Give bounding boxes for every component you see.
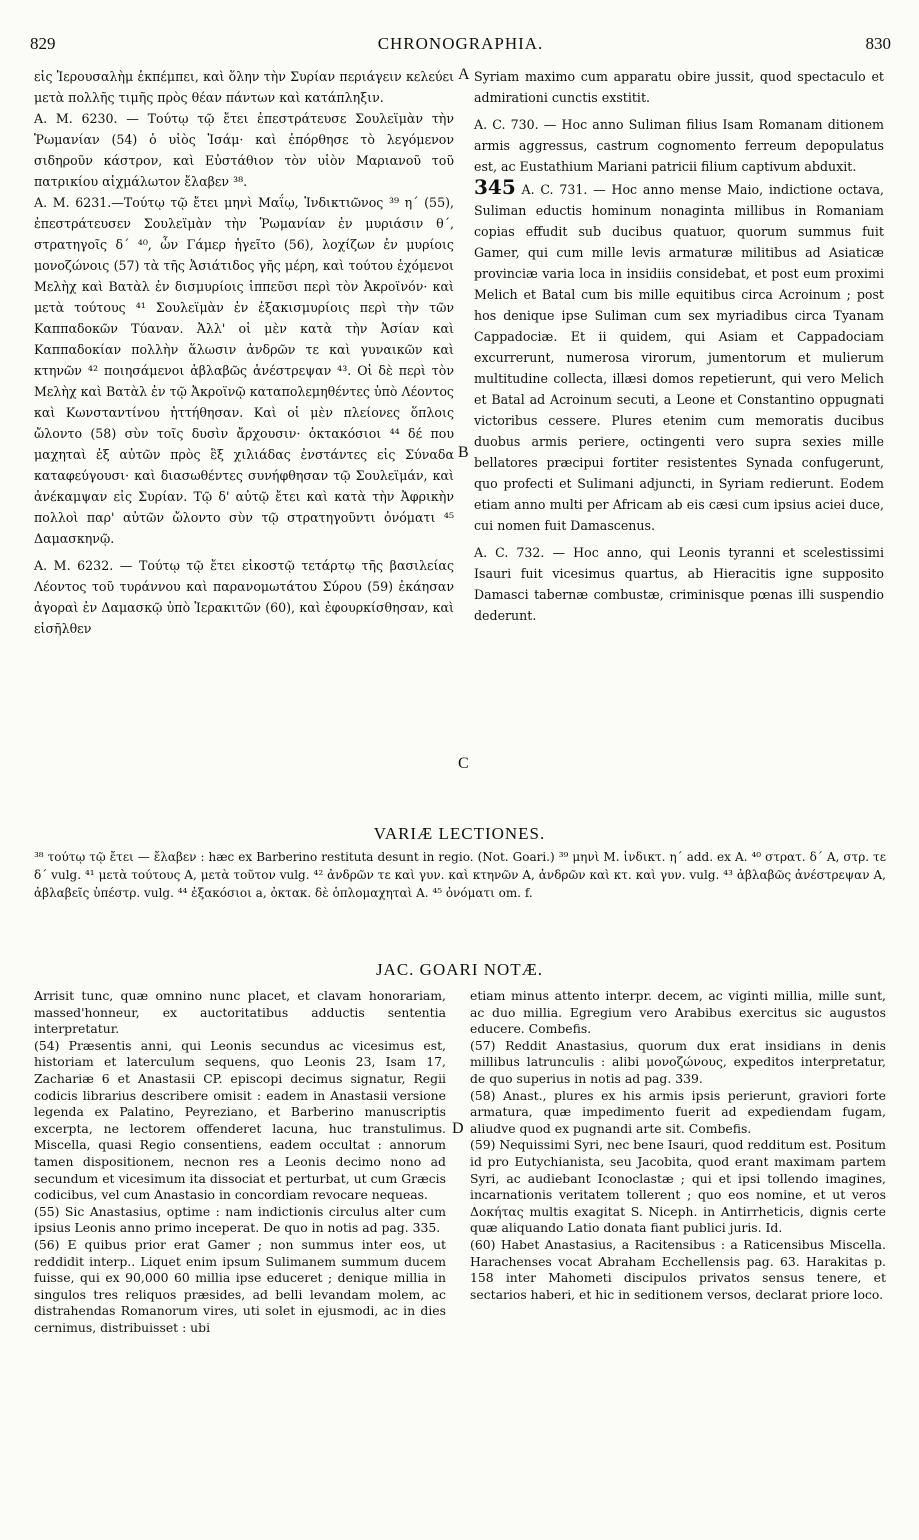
note-right-1: etiam minus attento interpr. decem, ac viginti millia, mille sunt, ac duo millia. Egregium vero Arabibus exercitus sic augustos educere. Combefis. bbox=[470, 988, 886, 1037]
left-page-number: 829 bbox=[30, 34, 56, 53]
greek-paragraph-1: εἰς Ἱερουσαλὴμ ἐκπέμπει, καὶ ὅλην τὴν Συρίαν περιάγειν κελεύει μετὰ πολλῆς τιμῆς πρὸς θέαν πάντων καὶ κατάπληξιν. bbox=[34, 69, 454, 105]
latin-text-column bbox=[474, 66, 884, 626]
note-right-5: (60) Habet Anastasius, a Racitensibus : a Raticensibus Miscella. Harachenses vocat Abraham Ecchellensis pag. 63. Harakitas p. 158 inter Mahometi discipulos privatos sensus tenere, et sectarios haberi, et hic in seditionem versos, declarat priore loco. bbox=[470, 1236, 886, 1302]
variae-lectiones-text: ³⁸ τούτῳ τῷ ἔτει — ἔλαβεν : hæc ex Barberino restituta desunt in regio. (Not. Goari.) ³⁹ μηνὶ M. ἰνδικτ. η΄ add. ex A. ⁴⁰ στρατ. δ΄ A, στρ. τε δ΄ vulg. ⁴¹ μετὰ τούτους A, μετὰ τοῦτον vulg. ⁴² ἀνδρῶν τε καὶ γυν. καὶ κτηνῶν A, ἀνδρῶν καὶ κτ. καὶ γυν. vulg. ⁴³ ἀβλαβῶς ἀνέστρεψαν A, ἀβλαβεῖς ὑπέστρ. vulg. ⁴⁴ ἐξακόσιοι a, ὀκτακ. δὲ ὁπλομαχηταὶ A. ⁴⁵ ὀνόματι om. f. bbox=[34, 850, 886, 900]
note-left-3: (55) Sic Anastasius, optime : nam indictionis circulus alter cum ipsius Leonis anno primo inceperat. De quo in notis ad pag. 335. bbox=[34, 1203, 446, 1236]
margin-marker-d: D bbox=[452, 1120, 464, 1137]
page-header bbox=[30, 30, 891, 64]
note-right-4: (59) Nequissimi Syri, nec bene Isauri, quod redditum est. Positum id pro Eutychianista, seu Jacobita, quod erant maximam partem Syri, ac audiebant Iconoclastæ ; qui et ipsi tollendo imagines, incarnationis veritatem tollerent ; quo eos nomine, et ut veros Δοκήτας multis exagitat S. Niceph. in Antirrheticis, dignis certe quæ aliquando Latio donata fiant publici juris. Id. bbox=[470, 1137, 886, 1236]
note-left-4: (56) E quibus prior erat Gamer ; non summus inter eos, ut reddidit interp.. Liquet enim ipsum Sulimanem summum ducem fuisse, qui ex 90,000 60 millia ipse educeret ; denique millia in singulos tres reliquos præsides, ad belli levandam molem, ac distrahendas Romanorum vires, uti solet in ejusmodi, ac in dies cernimus, distribuisset : ubi bbox=[34, 1236, 446, 1335]
margin-marker-c: C bbox=[458, 755, 469, 772]
variae-lectiones-title: VARIÆ LECTIONES. bbox=[373, 824, 546, 843]
greek-text-column bbox=[34, 66, 454, 639]
note-left-1: Arrisit tunc, quæ omnino nunc placet, et clavam honorariam, massed'honneur, ex auctoritatibus adductis sententia interpretatur. bbox=[34, 988, 446, 1037]
right-page-number: 830 bbox=[865, 34, 891, 53]
running-title: CHRONOGRAPHIA. bbox=[377, 34, 544, 53]
latin-paragraph-1: Syriam maximo cum apparatu obire jussit, quod spectaculo et admirationi cunctis exstitit. bbox=[474, 69, 884, 105]
latin-paragraph-3-text: A. C. 731. — Hoc anno mense Maio, indictione octava, Suliman eductis hominum nonaginta millibus in Romaniam copias effudit sub ducibus quatuor, quorum summus fuit Gamer, qui cum mille levis armaturæ militibus ad Asiaticæ provinciæ varia loca in insidiis considebat, et post eum proximi Melich et Batal cum bis mille equitibus circa Acroinum ; post hos denique ipse Suliman cum sex myriadibus circa Tyanam Cappadociæ. Et ii quidem, qui Asiam et Cappadociam excurrerunt, numerosa virorum, jumentorum et mulierum multitudine collecta, illæsi domos repetierunt, qui vero Melich et Batal ad Acroinum secuti, a Leone et Constantino oppugnati victoribus cessere. Plures etenim cum memoratis ducibus duobus armis periere, octingenti vero supra sexies mille bellatores præcipui fortiter resistentes Synada confugerunt, quo profecti et Sulimani adjuncti, in Syriam redierunt. Eodem etiam anno multi per Africam ab eis cæsi cum ipsius aciei duce, cui nomen fuit Damascenus. bbox=[474, 182, 884, 533]
note-left-2: (54) Præsentis anni, qui Leonis secundus ac vicesimus est, historiam et laterculum sequens, quo Leonis 23, Isam 17, Zachariæ 6 et Anastasii CP. episcopi decimus signatur, Regii codicis librarius describere omisit : eadem in Anastasii versione legenda ex Palatino, Peyreziano, et Barberino manuscriptis excerpta, ne lectorem offenderet lacuna, huc transtulimus. Miscella, quasi Regio consentiens, eadem occultat : annorum tamen dispositionem, necnon res a Leonis decimo nono ad secundum et vicesimum ita dissociat et perturbat, ut cum Græcis codicibus, vel cum Anastasio in concordiam revocare nequeas. bbox=[34, 1037, 446, 1203]
latin-paragraph-2: A. C. 730. — Hoc anno Suliman filius Isam Romanam ditionem armis aggressus, castrum cognomento ferreum depopulatus est, ac Eustathium Mariani patricii filium captivum abduxit. bbox=[474, 117, 884, 174]
margin-page-number: 345 bbox=[474, 175, 516, 199]
latin-paragraph-4: A. C. 732. — Hoc anno, qui Leonis tyranni et scelestissimi Isauri fuit vicesimus quartus, ab Hieracitis igne supposito Damasci tabernæ combustæ, criminisque pœnas illi suspendio dederunt. bbox=[474, 545, 884, 623]
margin-marker-b: B bbox=[458, 444, 469, 461]
note-right-3: (58) Anast., plures ex his armis ipsis perierunt, graviori forte armatura, quæ impedimento fuerit ad expediendam fugam, aliudve quod ex pugnandi arte sit. Combefis. bbox=[470, 1087, 886, 1136]
margin-marker-a: A bbox=[458, 66, 470, 83]
greek-paragraph-2: A. M. 6230. — Τούτῳ τῷ ἔτει ἐπεστράτευσε Σουλεϊμὰν τὴν Ῥωμανίαν (54) ὁ υἱὸς Ἰσάμ· καὶ ἐπόρθησε τὸ λεγόμενον σιδηροῦν κάστρον, καὶ Εὐστάθιον τὸν υἱὸν Μαριανοῦ τοῦ πατρικίου αἰχμάλωτον ἔλαβεν ³⁸. bbox=[34, 111, 454, 189]
notae-title: JAC. GOARI NOTÆ. bbox=[375, 960, 544, 979]
notes-right-column bbox=[470, 988, 886, 1303]
note-right-2: (57) Reddit Anastasius, quorum dux erat insidians in denis millibus latrunculis : alibi μονοζώνους, expeditos interpretatur, de quo superius in notis ad pag. 339. bbox=[470, 1037, 886, 1086]
greek-paragraph-3: A. M. 6231.—Τούτῳ τῷ ἔτει μηνὶ Μαΐῳ, Ἰνδικτιῶνος ³⁹ η΄ (55), ἐπεστράτευσεν Σουλεϊμὰν τὴν Ῥωμανίαν ἐν μυριάσιν θ΄, στρατηγοῖς δ΄ ⁴⁰, ὧν Γάμερ ἡγεῖτο (56), λοχίζων ἐν μυρίοις μονοζώνοις (57) τὰ τῆς Ἀσιάτιδος γῆς μέρη, καὶ τούτου ἐχόμενοι Μελὴχ καὶ Βατὰλ ἐν δισμυρίοις ἱππεῦσι περὶ τὸν Ἀκροϊνόν· καὶ μετὰ τούτους ⁴¹ Σουλεϊμὰν ἐν ἑξακισμυρίοις περὶ τὴν τῶν Καππαδοκῶν Τύαναν. Ἀλλ' οἱ μὲν κατὰ τὴν Ἀσίαν καὶ Καππαδοκίαν πολλὴν ἅλωσιν ἀνδρῶν τε καὶ γυναικῶν καὶ κτηνῶν ⁴² ποιησάμενοι ἀβλαβῶς ἀνέστρεψαν ⁴³. Οἱ δὲ περὶ τὸν Μελὴχ καὶ Βατὰλ ἐν τῷ Ἀκροϊνῷ καταπολεμηθέντες ὑπὸ Λέοντος καὶ Κωνσταντίνου ἡττήθησαν. Καὶ οἱ μὲν πλείονες ὅπλοις ὤλοντο (58) σὺν τοῖς δυσὶν ἄρχουσιν· ὀκτακόσιοι ⁴⁴ δέ που μαχηταὶ ἐξ αὐτῶν πρὸς ἓξ χιλιάδας ἐνστάντες εἰς Σύναδα καταφεύγουσι· καὶ διασωθέντες συνήφθησαν τῷ Σουλεϊμάν, καὶ ἀνέκαμψαν εἰς Συρίαν. Τῷ δ' αὐτῷ ἔτει καὶ κατὰ τὴν Ἀφρικὴν πολλοὶ παρ' αὐτῶν ὤλοντο σὺν τῷ στρατηγοῦντι ὀνόματι ⁴⁵ Δαμασκηνῷ. bbox=[34, 195, 454, 546]
latin-paragraph-3 bbox=[474, 177, 884, 536]
greek-paragraph-4: A. M. 6232. — Τούτῳ τῷ ἔτει εἰκοστῷ τετάρτῳ τῆς βασιλείας Λέοντος τοῦ τυράννου καὶ παρανομωτάτου Σύρου (59) ἐκάησαν ἀγοραὶ ἐν Δαμασκῷ ὑπὸ Ἱερακιτῶν (60), καὶ ἐφουρκίσθησαν, καὶ εἰσῆλθεν bbox=[34, 558, 454, 636]
notes-left-column bbox=[34, 988, 446, 1336]
